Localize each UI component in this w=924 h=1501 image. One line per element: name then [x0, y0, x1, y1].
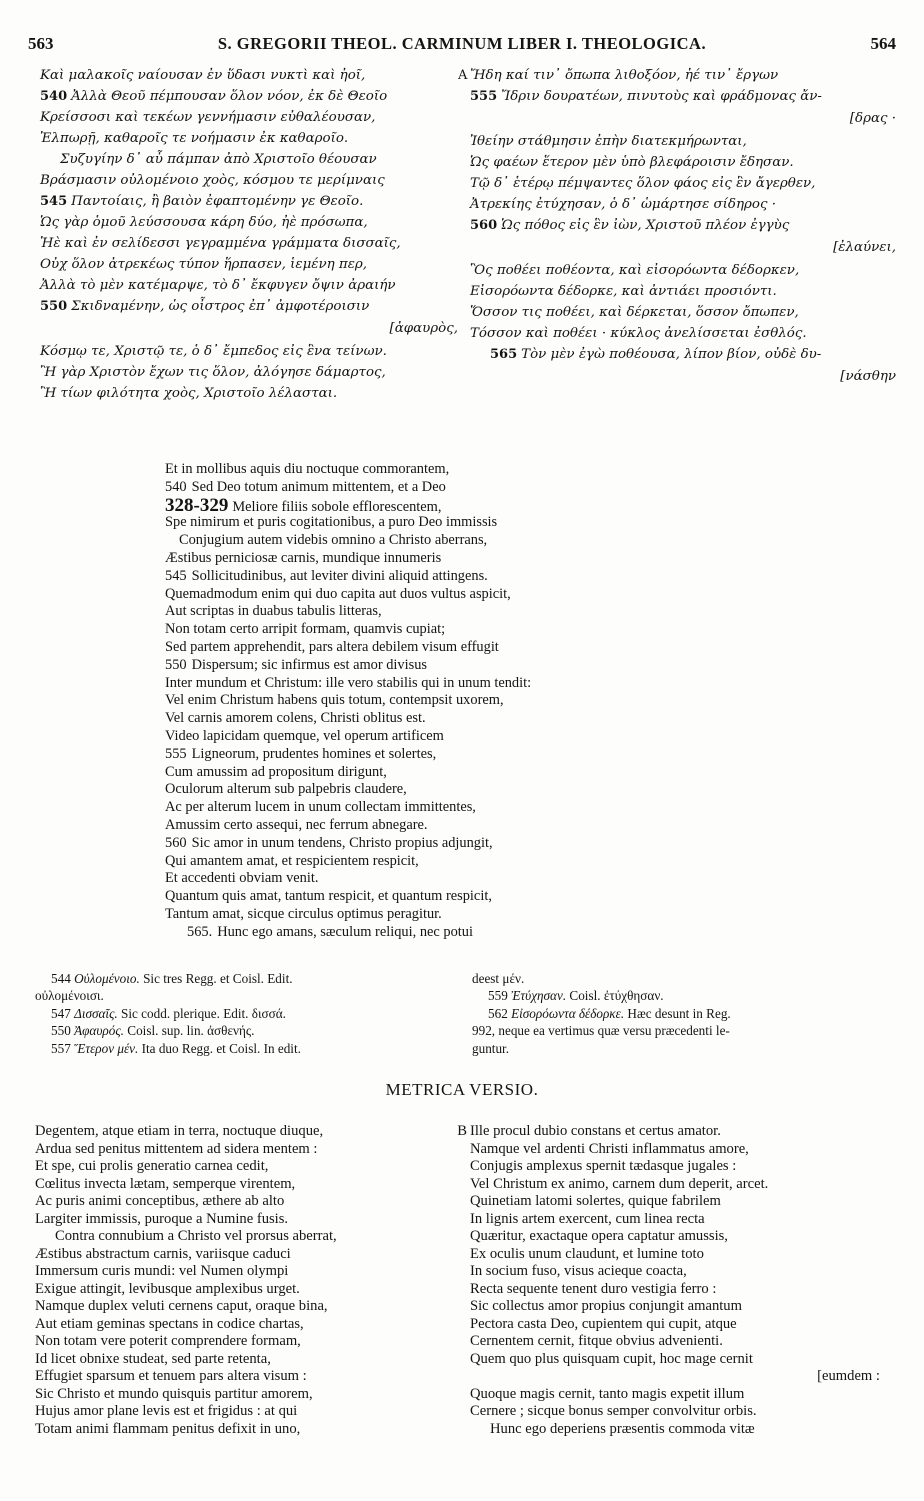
verse-text: Ὡς πόθος εἰς ἓν ἰὼν, Χριστοῦ πλέον ἐγγὺς [501, 218, 790, 233]
footnote-text: Coisl. ἐτύχθησαν. [569, 988, 664, 1004]
line-number: 550 [40, 299, 68, 314]
verse-line [40, 170, 462, 191]
translation-line [165, 568, 785, 586]
translation-line [165, 514, 785, 532]
metrica-text: Pectora casta Deo, cupientem qui cupit, atque [470, 1315, 737, 1332]
translation-text: Sed partem apprehendit, pars altera debilem visum effugit [165, 638, 499, 655]
metrica-text: Vel Christum ex animo, carnem dum deperit, arcet. [470, 1175, 769, 1192]
verse-line [470, 344, 900, 365]
translation-text: Quantum quis amat, tantum respicit, et quantum respicit, [165, 888, 492, 905]
footnote-text: Coisl. sup. lin. ἀσθενής. [127, 1023, 255, 1039]
footnote-line [35, 970, 455, 987]
translation-line [165, 550, 785, 568]
footnote-line [472, 970, 902, 987]
translation-line [165, 924, 785, 942]
metrica-line [35, 1421, 465, 1439]
translation-text: Hunc ego amans, sæculum reliqui, nec potui [217, 923, 473, 940]
verse-line [458, 65, 900, 86]
footnotes-right-column [472, 970, 902, 1057]
column-reference: 328-329 [165, 494, 229, 516]
footnotes-left-column [35, 970, 455, 1057]
translation-text: Et in mollibus aquis diu noctuque commorantem, [165, 461, 450, 477]
verse-text: Ἢ γὰρ Χριστὸν ἔχων τις ὅλον, ἀλόγησε δάμαρτος, [40, 365, 386, 380]
footnote-number: 559 [488, 988, 512, 1004]
line-number: 565 [490, 347, 518, 362]
metrica-text: Quem quo plus quisquam cupit, hoc mage cernit [470, 1350, 753, 1367]
translation-text: Vel carnis amorem colens, Christi oblitus est. [165, 710, 426, 727]
line-number: 545 [40, 194, 68, 209]
metrica-line [470, 1246, 910, 1264]
footnote-number: 544 [51, 971, 75, 986]
footnote-lemma: Δισσαῖς. [74, 1005, 122, 1021]
verse-text: Παντοίαις, ἢ βαιὸν ἐφαπτομένην γε Θεοῖο. [71, 194, 364, 209]
translation-line [165, 870, 785, 888]
verse-text: Ὡς φαέων ἕτερον μὲν ὑπὸ βλεφάροισιν ἔδησαν. [470, 155, 794, 170]
verse-line [470, 107, 900, 131]
metrica-text: Cernere ; sicque bonus semper convolvitur orbis. [470, 1403, 757, 1419]
metrica-line [470, 1193, 910, 1211]
metrica-versio-right-column [470, 1123, 910, 1438]
footnote-number: 562 [488, 1005, 512, 1021]
metrica-line [35, 1123, 465, 1141]
section-title: METRICA VERSIO. [385, 1080, 539, 1099]
metrica-text: Contra connubium a Christo vel prorsus aberrat, [55, 1228, 337, 1244]
metrica-line [470, 1368, 910, 1386]
verse-line [470, 173, 900, 194]
metrica-text: Sic Christo et mundo quisquis partitur amorem, [35, 1385, 313, 1402]
footnote-line [35, 1005, 455, 1022]
translation-text: Amussim certo assequi, nec ferrum abnegare. [165, 816, 428, 833]
metrica-line [35, 1141, 465, 1159]
verse-text: Ἴδριν δουρατέων, πινυτοὺς καὶ φράδμονας ἄν- [501, 89, 822, 104]
metrica-text: [eumdem : [817, 1368, 880, 1384]
verse-line [470, 215, 900, 236]
verse-text: [νάσθην [840, 369, 896, 384]
verse-text: Ἰθείην στάθμησιν ἐπὴν διατεκμήρωνται, [470, 134, 747, 149]
metrica-text: Largiter immissis, puroque a Numine fusis. [35, 1210, 289, 1227]
verse-line [40, 107, 462, 128]
translation-text: Inter mundum et Christum: ille vero stabilis qui in unum tendit: [165, 674, 532, 691]
metrica-text: Namque duplex veluti cernens caput, oraque bina, [35, 1298, 328, 1314]
translation-line [165, 817, 785, 835]
footnote-line [35, 1040, 455, 1057]
metrica-text: In lignis artem exercent, cum linea recta [470, 1210, 705, 1227]
line-number: 540 [40, 89, 68, 104]
metrica-line [35, 1193, 465, 1211]
translation-text: Dispersum; sic infirmus est amor divisus [191, 656, 428, 673]
verse-line [40, 362, 462, 383]
footnote-text: Sic tres Regg. et Coisl. Edit. [143, 971, 293, 986]
verse-text: Καὶ μαλακοῖς ναίουσαν ἐν ὕδασι νυκτὶ καὶ ἠοῖ, [40, 68, 366, 83]
translation-text: Tantum amat, sicque circulus optimus peragitur. [165, 905, 442, 922]
translation-line [165, 621, 785, 639]
translation-line [165, 532, 785, 550]
column-marker: B [457, 1123, 467, 1139]
verse-line [40, 65, 462, 86]
greek-text-right-column [458, 65, 900, 389]
footnote-number: 557 [51, 1040, 75, 1056]
page-number-right: 564 [870, 34, 896, 53]
metrica-line [470, 1333, 910, 1351]
metrica-text: Hunc ego deperiens præsentis commoda vitæ [490, 1420, 755, 1437]
line-number: 555 [165, 745, 187, 762]
footnote-text: Ita duo Regg. et Coisl. In edit. [141, 1040, 301, 1056]
verse-text: Ἀλλὰ τὸ μὲν κατέμαρψε, τὸ δ᾽ ἔκφυγεν ὄψιν ἀραιήν [40, 278, 396, 293]
verse-text: [δρας · [849, 111, 896, 126]
metrica-line [35, 1263, 465, 1281]
line-number: 540 [165, 478, 187, 495]
line-number: 555 [470, 89, 498, 104]
translation-text: Cum amussim ad propositum dirigunt, [165, 763, 387, 780]
verse-text: Τόσσον καὶ ποθέει · κύκλος ἀνελίσσεται ἐσθλός. [470, 326, 807, 341]
verse-text: Βράσμασιν οὐλομένοιο χοὸς, κόσμου τε μερίμναις [40, 173, 385, 188]
verse-text: Τὸν μὲν ἐγὼ ποθέουσα, λίπον βίον, οὐδὲ δυ- [521, 347, 822, 362]
footnote-text: Sic codd. plerique. Edit. δισσά. [121, 1005, 286, 1021]
metrica-text: Ac puris animi conceptibus, æthere ab alto [35, 1193, 285, 1209]
translation-line [165, 835, 785, 853]
metrica-text: Conjugis amplexus spernit tædasque jugales : [470, 1158, 737, 1174]
metrica-line [470, 1403, 910, 1421]
footnote-text: οὐλομένοισι. [35, 988, 104, 1004]
metrica-text: Recta sequente tenent duro vestigia ferro : [470, 1280, 717, 1297]
metrica-text: Non totam vere poterit comprendere formam, [35, 1333, 301, 1349]
verse-line [40, 149, 462, 170]
verse-text: Ἀλλὰ Θεοῦ πέμπουσαν ὅλον νόον, ἐκ δὲ Θεοῖο [71, 89, 388, 104]
verse-line [470, 131, 900, 152]
translation-line [165, 639, 785, 657]
footnote-line [472, 1040, 902, 1057]
column-marker: A [458, 68, 468, 83]
translation-line [165, 799, 785, 817]
metrica-text: Ex oculis unum claudunt, et lumine toto [470, 1245, 704, 1262]
metrica-line [35, 1158, 465, 1176]
metrica-line [470, 1351, 910, 1369]
verse-text: Ἤδη καί τιν᾽ ὄπωπα λιθοξόον, ἠέ τιν᾽ ἔργων [470, 68, 779, 83]
metrica-text: Quinetiam latomi solertes, quique fabrilem [470, 1193, 721, 1209]
line-number: 560 [165, 834, 187, 851]
verse-text: Ὃς ποθέει ποθέοντα, καὶ εἰσορόωντα δέδορκεν, [470, 263, 800, 278]
translation-line [165, 746, 785, 764]
verse-text: Ἠὲ καὶ ἐν σελίδεσσι γεγραμμένα γράμματα δισσαῖς, [40, 236, 401, 251]
verse-text: Εἰσορόωντα δέδορκε, καὶ ἀντιάει προσιόντι. [470, 284, 777, 299]
metrica-text: Cœlitus invecta lætam, semperque virentem, [35, 1175, 296, 1192]
metrica-text: Ardua sed penitus mittentem ad sidera mentem : [35, 1140, 318, 1157]
verse-text: Κρείσσοσι καὶ τεκέων γεννήμασιν εὐθαλέουσαν, [40, 110, 376, 125]
metrica-text: Degentem, atque etiam in terra, noctuque diuque, [35, 1123, 324, 1139]
metrica-line [470, 1316, 910, 1334]
line-number: 550 [165, 656, 187, 673]
metrica-line [35, 1298, 465, 1316]
translation-text: Sic amor in unum tendens, Christo propius adjungit, [191, 834, 493, 851]
metrica-line [470, 1176, 910, 1194]
verse-line [40, 191, 462, 212]
metrica-line [35, 1246, 465, 1264]
translation-text: Vel enim Christum habens quis totum, contempsit uxorem, [165, 692, 504, 709]
verse-text: Οὐχ ὅλον ἀτρεκέως τύπον ἥρπασεν, ἱεμένη περ, [40, 257, 368, 272]
metrica-text: Ille procul dubio constans et certus amator. [470, 1123, 721, 1139]
verse-line [470, 194, 900, 215]
metrica-text: Namque vel ardenti Christi inflammatus amore, [470, 1140, 749, 1157]
verse-line [40, 233, 462, 254]
footnote-number: 547 [51, 1005, 75, 1021]
metrica-line [35, 1351, 465, 1369]
footnote-line [35, 1022, 455, 1039]
verse-line [470, 260, 900, 281]
metrica-text: Quæritur, exactaque opera captatur amussis, [470, 1228, 728, 1244]
verse-line [470, 236, 900, 260]
metrica-text: Exigue attingit, levibusque amplexibus urget. [35, 1280, 300, 1297]
footnote-lemma: Ἕτερον μέν. [74, 1040, 142, 1056]
footnote-lemma: Ἀφαυρός. [74, 1023, 128, 1039]
verse-text: [ἐλαύνει, [833, 240, 896, 255]
metrica-line [35, 1176, 465, 1194]
footnote-text: 992, neque ea vertimus quæ versu præcedenti le- [472, 1023, 730, 1039]
metrica-line [35, 1403, 465, 1421]
metrica-text: Quoque magis cernit, tanto magis expetit illum [470, 1385, 745, 1402]
translation-text: Æstibus perniciosæ carnis, mundique innumeris [165, 549, 442, 566]
translation-text: Qui amantem amat, et respicientem respicit, [165, 852, 419, 869]
translation-text: Et accedenti obviam venit. [165, 870, 319, 887]
verse-line [40, 275, 462, 296]
translation-line [165, 728, 785, 746]
metrica-text: In socium fuso, visus acieque coacta, [470, 1263, 687, 1279]
verse-line [40, 128, 462, 149]
verse-line [40, 383, 462, 404]
footnote-line [35, 987, 455, 1004]
translation-line [165, 764, 785, 782]
translation-line [165, 461, 785, 479]
translation-line [165, 586, 785, 604]
running-title: S. GREGORII THEOL. CARMINUM LIBER I. THEOLOGICA. [217, 34, 707, 53]
metrica-text: Sic collectus amor propius conjungit amantum [470, 1298, 742, 1314]
greek-text-left-column [40, 65, 462, 404]
verse-text: Ὡς γὰρ ὁμοῦ λεύσσουσα κάρη δύο, ἠὲ πρόσωπα, [40, 215, 368, 230]
metrica-line [470, 1158, 910, 1176]
verse-line [470, 281, 900, 302]
verse-text: Ἐλπωρῇ, καθαροῖς τε νοήμασιν ἐκ καθαροῖο. [40, 131, 349, 146]
metrica-line [35, 1228, 465, 1246]
verse-line [40, 212, 462, 233]
metrica-versio-left-column [35, 1123, 465, 1438]
verse-line [40, 86, 462, 107]
verse-line [40, 296, 462, 317]
footnote-lemma: Εἰσορόωντα δέδορκε. [511, 1005, 628, 1021]
footnote-number: 550 [51, 1023, 75, 1039]
metrica-text: Et spe, cui prolis generatio carnea cedit, [35, 1158, 269, 1174]
translation-text: Meliore filiis sobole efflorescentem, [232, 498, 442, 515]
translation-text: Quemadmodum enim qui duo capita aut duos vultus aspicit, [165, 585, 511, 602]
metrica-text: Hujus amor plane levis est et frigidus : at qui [35, 1403, 298, 1419]
translation-text: Ligneorum, prudentes homines et solertes, [191, 745, 437, 762]
translation-text: Spe nimirum et puris cogitationibus, a puro Deo immissis [165, 514, 498, 531]
verse-line [40, 341, 462, 362]
metrica-line [35, 1368, 465, 1386]
translation-line [165, 494, 785, 516]
verse-line [40, 254, 462, 275]
verse-text: Κόσμῳ τε, Χριστῷ τε, ὁ δ᾽ ἔμπεδος εἰς ἓνα τείνων. [40, 344, 387, 359]
translation-line [165, 710, 785, 728]
metrica-line [470, 1228, 910, 1246]
metrica-line [35, 1281, 465, 1299]
footnote-line [472, 1005, 902, 1022]
verse-text: Ἀτρεκίης ἐτύχησαν, ὁ δ᾽ ὡμάρτησε σίδηρος · [470, 197, 776, 212]
line-number: 560 [470, 218, 498, 233]
metrica-text: Cernentem cernit, fitque obvius advenienti. [470, 1333, 723, 1349]
metrica-line [470, 1421, 910, 1439]
translation-line [165, 657, 785, 675]
metrica-line [35, 1386, 465, 1404]
metrica-line [35, 1316, 465, 1334]
metrica-line [470, 1281, 910, 1299]
metrica-line [470, 1211, 910, 1229]
translation-line [165, 781, 785, 799]
metrica-line [35, 1211, 465, 1229]
translation-line [165, 692, 785, 710]
verse-line [470, 152, 900, 173]
metrica-line [470, 1386, 910, 1404]
footnote-line [472, 987, 902, 1004]
verse-text: [ἀφαυρὸς, [389, 321, 458, 336]
verse-text: Συζυγίην δ᾽ αὖ πάμπαν ἀπὸ Χριστοῖο θέουσαν [60, 152, 377, 167]
line-number: 565. [187, 923, 213, 940]
translation-line [165, 853, 785, 871]
metrica-line [470, 1123, 910, 1141]
translation-text: Ac per alterum lucem in unum collectam immittentes, [165, 799, 476, 816]
metrica-text: Effugiet sparsum et tenuem pars altera visum : [35, 1368, 307, 1384]
page-number-left: 563 [28, 34, 54, 53]
verse-text: Τῷ δ᾽ ἑτέρῳ πέμψαντες ὅλον φάος εἰς ἓν ἄγερθεν, [470, 176, 816, 191]
latin-translation [165, 461, 785, 942]
translation-text: Oculorum alterum sub palpebris claudere, [165, 781, 407, 798]
metrica-line [470, 1263, 910, 1281]
metrica-text: Immersum curis mundi: vel Numen olympi [35, 1263, 289, 1279]
translation-text: Sollicitudinibus, aut leviter divini aliquid attingens. [191, 567, 488, 584]
metrica-text: Æstibus abstractum carnis, variisque caduci [35, 1245, 291, 1262]
translation-text: Non totam certo arripit formam, quamvis cupiat; [165, 621, 446, 638]
verse-line [470, 86, 900, 107]
verse-line [470, 302, 900, 323]
footnote-lemma: Οὐλομένοιο. [74, 971, 144, 986]
footnote-text: Hæc desunt in Reg. [627, 1005, 731, 1021]
metrica-text: Id licet obnixe studeat, sed parte retenta, [35, 1350, 271, 1367]
footnote-line [472, 1022, 902, 1039]
translation-text: Aut scriptas in duabus tabulis litteras, [165, 603, 382, 620]
verse-text: Ὅσσον τις ποθέει, καὶ δέρκεται, ὅσσον ὄπωπεν, [470, 305, 799, 320]
metrica-text: Aut etiam geminas spectans in codice chartas, [35, 1315, 304, 1332]
translation-text: Sed Deo totum animum mittentem, et a Deo [191, 478, 446, 495]
translation-line [165, 888, 785, 906]
verse-line [40, 317, 462, 341]
verse-text: Ἢ τίων φιλότητα χοὸς, Χριστοῖο λέλασται. [40, 386, 338, 401]
verse-line [470, 323, 900, 344]
translation-text: Video lapicidam quemque, vel operum artificem [165, 727, 444, 744]
verse-line [470, 365, 900, 389]
translation-line [165, 603, 785, 621]
page-header [28, 28, 896, 60]
translation-line [165, 675, 785, 693]
footnote-text: deest μέν. [472, 971, 525, 986]
verse-text: Σκιδναμένην, ὡς οἶστρος ἐπ᾽ ἀμφοτέροισιν [71, 299, 370, 314]
footnote-text: guntur. [472, 1040, 509, 1056]
translation-line [165, 906, 785, 924]
footnote-lemma: Ἐτύχησαν. [511, 988, 570, 1004]
line-number: 545 [165, 567, 187, 584]
translation-text: Conjugium autem videbis omnino a Christo aberrans, [179, 532, 488, 549]
metrica-text: Totam animi flammam penitus defixit in uno, [35, 1420, 301, 1437]
translation-line [165, 479, 785, 497]
metrica-line [470, 1141, 910, 1159]
metrica-line [470, 1298, 910, 1316]
metrica-line [35, 1333, 465, 1351]
